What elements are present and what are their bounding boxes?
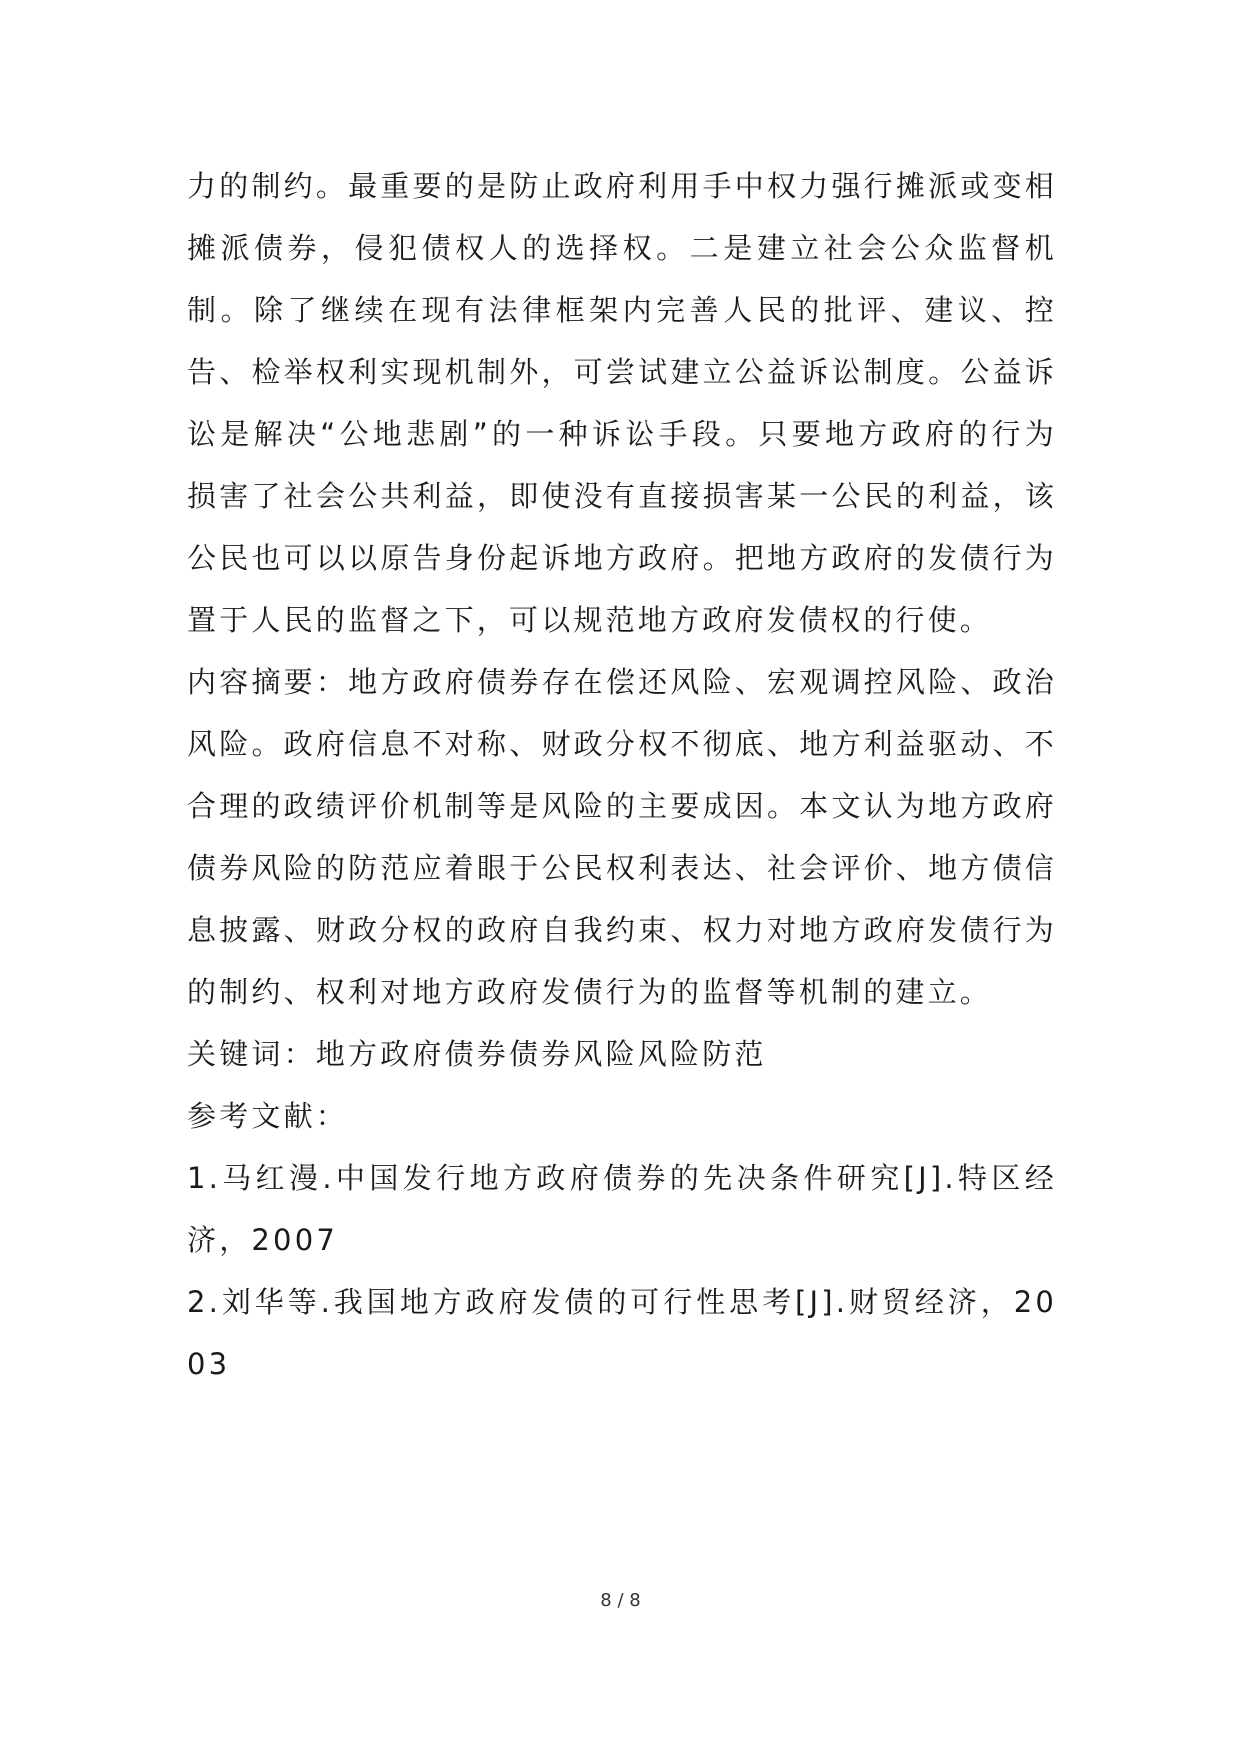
reference-item-2: 2.刘华等.我国地方政府发债的可行性思考[J].财贸经济，2003 xyxy=(187,1285,1057,1381)
body-paragraph-continuation: 力的制约。最重要的是防止政府利用手中权力强行摊派或变相摊派债券，侵犯债权人的选择权。二是建立社会公众监督机制。除了继续在现有法律框架内完善人民的批评、建议、控告、检举权利实现机制外，可尝试建立公益诉讼制度。公益诉讼是解决“公地悲剧”的一种诉讼手段。只要地方政府的行为损害了社会公共利益，即使没有直接损害某一公民的利益，该公民也可以以原告身份起诉地方政府。把地方政府的发债行为置于人民的监督之下，可以规范地方政府发债权的行使。 xyxy=(187,169,1057,637)
keywords-line: 关键词：地方政府债券债券风险风险防范 xyxy=(187,1037,767,1071)
abstract-paragraph: 内容摘要：地方政府债券存在偿还风险、宏观调控风险、政治风险。政府信息不对称、财政分权不彻底、地方利益驱动、不合理的政绩评价机制等是风险的主要成因。本文认为地方政府债券风险的防范应着眼于公民权利表达、社会评价、地方债信息披露、财政分权的政府自我约束、权力对地方政府发债行为的制约、权利对地方政府发债行为的监督等机制的建立。 xyxy=(187,665,1057,1009)
page-number: 8 / 8 xyxy=(600,1590,641,1611)
reference-item-1: 1.马红漫.中国发行地方政府债券的先决条件研究[J].特区经济，2007 xyxy=(187,1161,1057,1257)
page-body xyxy=(187,155,1057,1395)
references-heading: 参考文献： xyxy=(187,1099,349,1133)
